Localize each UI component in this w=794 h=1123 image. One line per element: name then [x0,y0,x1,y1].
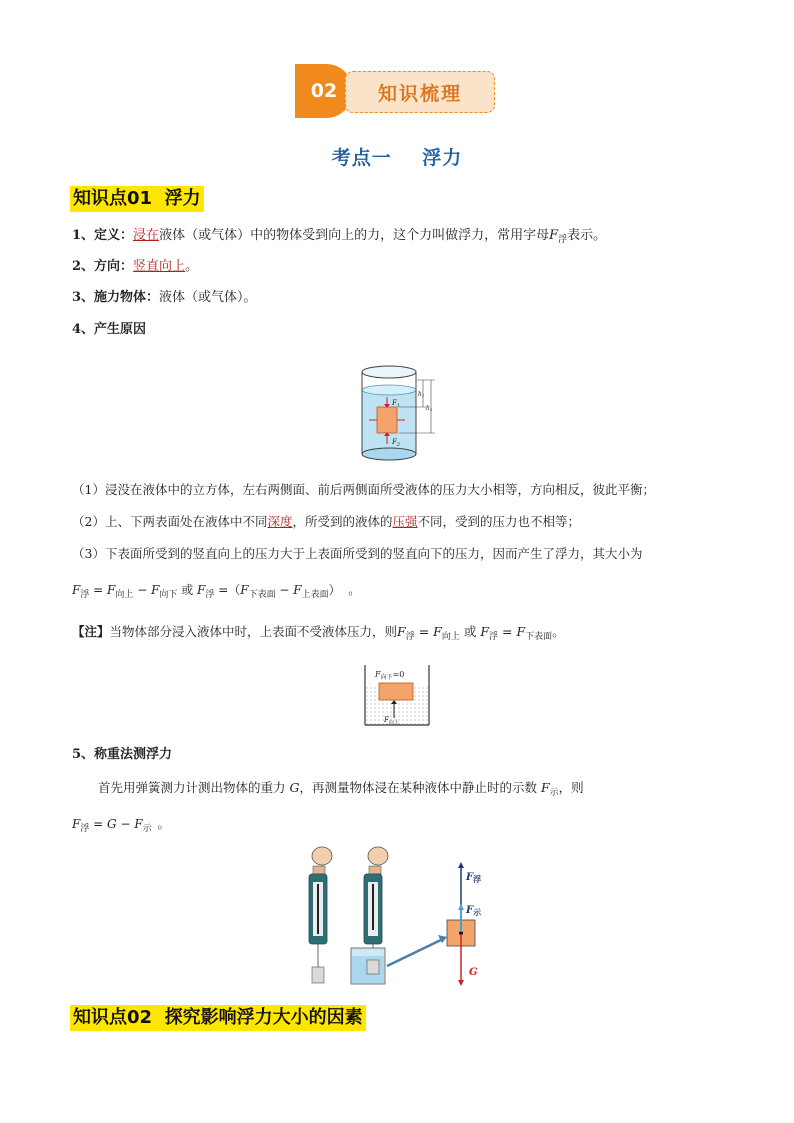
note-text: 当物体部分浸入液体中时，上表面不受液体压力，则 [109,624,398,639]
src-number: 3、施力物体： [72,290,160,305]
def-link: 浸在 [133,228,160,243]
label-h1: h1 [418,391,425,398]
dir-end: 。 [185,259,199,274]
spring-scale-right [364,847,388,960]
note-line: 【注】当物体部分浸入液体中时，上表面不受液体压力，则$F_浮 = F_{向上}$ 或 $F_浮 = F_{下表面}$。 [72,624,565,642]
note-tag: 【注】 [72,624,110,639]
dir-link: 竖直向上 [133,259,186,274]
label-f2: $F_2$ [392,438,401,448]
figure-floating-block [362,663,432,728]
p2-link-pressure: 压强 [392,514,418,529]
src-text: 液体（或气体）。 [159,290,257,305]
buoyancy-formula: $F_浮 = F_{向上} - F_{向下}$ 或 $F_浮 =(F_{下表面} - F_{上表面})$ 。 [72,583,361,600]
kp1-heading [70,184,204,210]
p2-b: ，所受到的液体的 [292,514,393,529]
label-f-down: $F_{向下}=0$ [375,670,405,681]
kp1-title: 知识点01 浮力 [70,186,204,212]
cause-heading: 4、产生原因 [72,322,147,337]
kp2-heading [70,1003,366,1029]
badge-label: 知识梳理 [345,71,495,113]
def-symbol: F [549,228,559,243]
floating-block [379,683,413,700]
force-diagram [447,862,482,986]
weigh-formula: $F_浮 = G - F_示$ 。 [72,817,170,834]
p2-c: 不同，受到的压力也不相等； [417,514,581,529]
label-f-fu: $F_浮$ [466,872,482,884]
def-end: 表示。 [567,228,607,243]
submerged-cube [377,407,397,433]
direction-line [72,257,198,277]
def-symbol-sub: 浮 [558,235,568,245]
badge-number: 02 [295,64,353,118]
kp2-title: 知识点02 探究影响浮力大小的因素 [70,1005,366,1031]
section-badge [295,64,500,120]
cause-p2 [72,512,580,532]
section-title: 考点一 浮力 [331,147,463,169]
label-f1: $F_1$ [392,399,401,409]
pointer-arrow [387,938,445,966]
label-f-up: $F_{向上}$ [384,716,399,726]
source-line [72,288,257,308]
p2-link-depth: 深度 [267,514,293,529]
def-text: 液体（或气体）中的物体受到向上的力，这个力叫做浮力，常用字母 [159,228,550,243]
label-h2: h2 [426,405,433,412]
figure-cube-in-liquid [355,360,440,470]
p2-a: （2）上、下两表面处在液体中不同 [72,514,268,529]
label-g: G [469,967,478,978]
spring-scale-left [309,847,332,983]
figure-spring-scales [295,842,495,990]
definition-line [72,226,606,250]
weigh-text: 首先用弹簧测力计测出物体的重力 G，再测量物体浸在某种液体中静止时的示数 $F_示$，则 [98,780,584,798]
weigh-title: 5、称重法测浮力 [72,747,173,762]
dir-number: 2、方向： [72,259,134,274]
def-number: 1、定义： [72,228,134,243]
label-f-shi: $F_示$ [466,905,482,917]
beaker [351,948,385,984]
cause-p3: （3）下表面所受到的竖直向上的压力大于上表面所受到的竖直向下的压力，因而产生了浮力，其大小为 [72,546,643,561]
cause-p1: （1）浸没在液体中的立方体，左右两侧面、前后两侧面所受液体的压力大小相等，方向相反，彼此平衡； [72,482,655,497]
